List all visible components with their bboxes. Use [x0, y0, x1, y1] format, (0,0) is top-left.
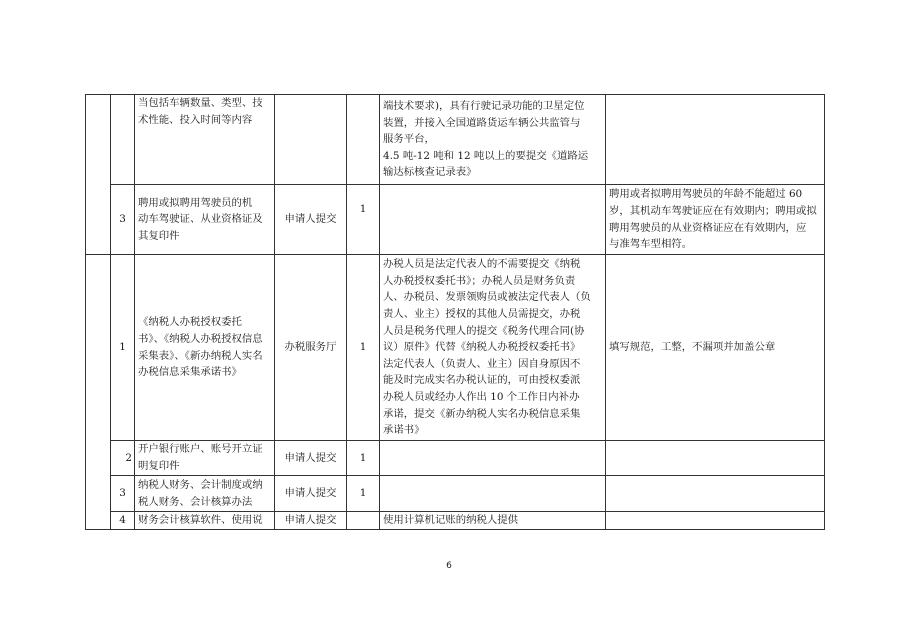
note-cell: [606, 441, 825, 476]
requirement-cell: [380, 185, 606, 255]
table-row: [86, 255, 825, 441]
note-cell: [606, 95, 825, 185]
requirement-line: 服务平台，: [383, 133, 435, 146]
note-cell: 填写规范，工整，不漏项并加盖公章: [606, 255, 825, 441]
requirement-line: 能及时完成实名办税认证的，可由授权委派: [383, 374, 581, 387]
count-cell: [347, 185, 380, 255]
material-name-cell: [135, 476, 275, 512]
material-name-line: 动车驾驶证、从业资格证及: [138, 213, 263, 226]
source-cell: 申请人提交: [275, 512, 347, 530]
material-name-line: 其复印件: [138, 229, 180, 242]
table-row: [86, 441, 825, 476]
source-cell: [275, 95, 347, 185]
count-cell: 1: [347, 441, 380, 476]
requirement-line: 装置，并接入全国道路货运车辆公共监管与: [383, 116, 581, 129]
material-name-line: 采集表》、《新办纳税人实名: [138, 349, 263, 362]
note-line: 岁，其机动车驾驶证应在有效期内；聘用或拟: [609, 204, 817, 217]
requirement-cell: [380, 255, 606, 441]
material-name-line: 办税信息采集承诺书》: [138, 366, 242, 379]
material-name-line: 财务会计核算软件、使用说: [138, 514, 263, 526]
note-line: 与准驾车型相符。: [609, 238, 693, 251]
requirement-line: 人、办税员、发票领购员或被法定代表人（负: [383, 291, 591, 304]
count-cell: 1: [347, 255, 380, 441]
page-number: 6: [446, 561, 452, 571]
material-name-line: 聘用或拟聘用驾驶员的机: [138, 196, 253, 209]
material-name-line: 税人财务、会计核算办法: [138, 495, 253, 508]
item-number-cell: [111, 95, 135, 185]
item-number: 3: [111, 476, 135, 512]
requirement-line: 法定代表人（负责人、业主）因自身原因不: [383, 357, 581, 370]
material-name-line: 术性能、投入时间等内容: [138, 113, 253, 126]
requirement-line: 输达标核查记录表》: [383, 166, 477, 179]
table-row: [86, 95, 825, 185]
material-name-line: 明复印件: [138, 460, 180, 472]
count-cell: [347, 512, 380, 530]
material-name-line: 当包括车辆数量、类型、技: [138, 97, 263, 109]
requirement-cell: [380, 441, 606, 476]
note-line: 聘用或者拟聘用驾驶员的年龄不能超过 60: [609, 188, 803, 201]
item-number: 3: [111, 185, 135, 255]
source-cell: 办税服务厅: [275, 255, 347, 441]
requirement-line: 办税人员或经办人作出 10 个工作日内补办: [383, 390, 580, 403]
material-name-cell: [135, 512, 275, 530]
material-name-line: 书》、《纳税人办税授权信息: [138, 332, 263, 345]
item-number: 1: [111, 255, 135, 441]
requirement-cell: [380, 512, 606, 530]
count-cell: 1: [347, 476, 380, 512]
material-name-line: 开户银行账户、账号开立证: [138, 443, 263, 456]
requirement-line: 4.5 吨-12 吨和 12 吨以上的要提交《道路运: [383, 149, 589, 162]
material-name-line: 《纳税人办税授权委托: [138, 316, 242, 329]
table-row: [86, 185, 825, 255]
source-cell: 申请人提交: [275, 441, 347, 476]
material-name-cell: [135, 95, 275, 185]
count-cell: [347, 95, 380, 185]
requirement-line: 责人、业主）授权的其他人员需提交，办税: [383, 308, 581, 321]
table-row: [86, 476, 825, 512]
category-cell-tax: [86, 255, 111, 530]
note-line: 聘用驾驶员的从业资格证应在有效期内，应: [609, 221, 807, 234]
requirement-line: 承诺，提交《新办纳税人实名办税信息采集: [383, 407, 581, 420]
requirement-line: 议）原件》代替《纳税人办税授权委托书》: [383, 341, 581, 354]
requirement-line: 人员是税务代理人的提交《税务代理合同(协: [383, 324, 585, 337]
material-name-cell: [135, 441, 275, 476]
source-cell: 申请人提交: [275, 476, 347, 512]
material-name-cell: [135, 255, 275, 441]
requirement-cell: [380, 476, 606, 512]
item-number: 2: [111, 441, 135, 476]
note-cell: [606, 512, 825, 530]
requirements-table: [85, 94, 825, 530]
category-cell-blank: [86, 95, 111, 255]
requirement-line: 人办税授权委托书》；办税人员是财务负责: [383, 274, 576, 287]
material-name-line: 纳税人财务、会计制度或纳: [138, 478, 263, 491]
requirement-line: 端技术要求)，具有行驶记录功能的卫星定位: [383, 100, 585, 113]
count-value: 1: [359, 203, 367, 216]
table-row: [86, 512, 825, 530]
note-cell: [606, 476, 825, 512]
requirement-line: 承诺书》: [383, 424, 425, 437]
note-cell: [606, 185, 825, 255]
requirement-line: 使用计算机记账的纳税人提供: [383, 514, 519, 526]
requirement-cell: [380, 95, 606, 185]
material-name-cell: [135, 185, 275, 255]
item-number: 4: [111, 512, 135, 530]
requirement-line: 办税人员是法定代表人的不需要提交《纳税: [383, 258, 581, 271]
source-cell: 申请人提交: [275, 185, 347, 255]
